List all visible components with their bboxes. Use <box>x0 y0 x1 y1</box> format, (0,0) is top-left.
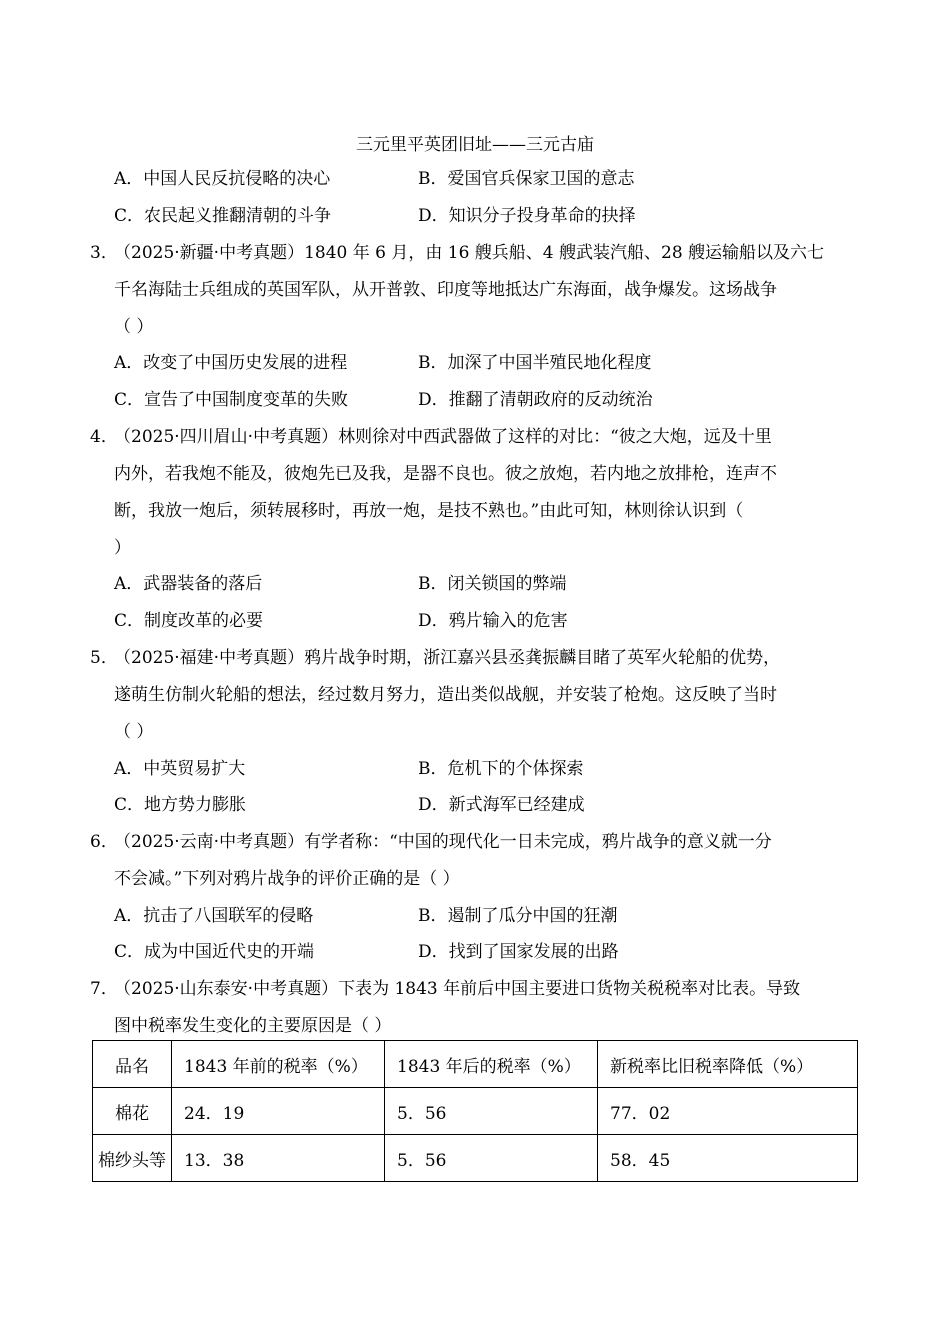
table-header: 品名 <box>93 1041 172 1088</box>
table-header: 1843 年前的税率（%） <box>172 1041 385 1088</box>
q2-option-d[interactable]: D．知识分子投身革命的抉择 <box>418 206 636 226</box>
question-text-line: （2025·云南·中考真题）有学者称：“中国的现代化一日未完成，鸦片战争的意义就一分 <box>114 832 772 852</box>
table-cell: 77．02 <box>598 1088 858 1135</box>
q6-option-b[interactable]: B．遏制了瓜分中国的狂潮 <box>418 906 618 926</box>
q4-option-c[interactable]: C．制度改革的必要 <box>114 611 264 631</box>
answer-blank: （ ） <box>114 722 154 742</box>
q3-option-b[interactable]: B．加深了中国半殖民地化程度 <box>418 353 652 373</box>
question-text-line: （2025·山东泰安·中考真题）下表为 1843 年前后中国主要进口货物关税税率对比表。导致 <box>114 979 801 999</box>
q2-option-b[interactable]: B．爱国官兵保家卫国的意志 <box>418 169 635 189</box>
table-cell: 5．56 <box>385 1088 598 1135</box>
q6-option-a[interactable]: A．抗击了八国联军的侵略 <box>114 906 314 926</box>
q2-option-a[interactable]: A．中国人民反抗侵略的决心 <box>114 169 331 189</box>
question-text-line: （2025·四川眉山·中考真题）林则徐对中西武器做了这样的对比：“彼之大炮，远及十里 <box>114 427 772 447</box>
q5-option-d[interactable]: D．新式海军已经建成 <box>418 795 585 815</box>
q5-option-b[interactable]: B．危机下的个体探索 <box>418 759 584 779</box>
q3-option-d[interactable]: D．推翻了清朝政府的反动统治 <box>418 390 653 410</box>
table-header: 1843 年后的税率（%） <box>385 1041 598 1088</box>
q3-option-a[interactable]: A．改变了中国历史发展的进程 <box>114 353 348 373</box>
table-cell: 5．56 <box>385 1135 598 1182</box>
question-text-line: （2025·新疆·中考真题）1840 年 6 月，由 16 艘兵船、4 艘武装汽船、28 艘运输船以及六七 <box>114 243 825 263</box>
question-text-line: 遂萌生仿制火轮船的想法，经过数月努力，造出类似战舰，并安装了枪炮。这反映了当时 <box>114 685 777 705</box>
question-number: 3． <box>90 243 118 263</box>
tariff-table <box>92 1040 858 1182</box>
table-cell: 58．45 <box>598 1135 858 1182</box>
q5-option-a[interactable]: A．中英贸易扩大 <box>114 759 246 779</box>
q3-option-c[interactable]: C．宣告了中国制度变革的失败 <box>114 390 349 410</box>
q5-option-c[interactable]: C．地方势力膨胀 <box>114 795 247 815</box>
question-text-line: 内外，若我炮不能及，彼炮先已及我，是器不良也。彼之放炮，若内地之放排枪，连声不 <box>114 464 777 484</box>
question-text-line: 不会减。”下列对鸦片战争的评价正确的是（ ） <box>114 869 460 889</box>
table-row <box>93 1135 858 1182</box>
question-number: 6． <box>90 832 118 852</box>
table-cell: 13．38 <box>172 1135 385 1182</box>
table-row <box>93 1088 858 1135</box>
question-text-line: 图中税率发生变化的主要原因是（ ） <box>114 1016 392 1036</box>
table-cell: 棉花 <box>93 1088 172 1135</box>
table-cell: 24．19 <box>172 1088 385 1135</box>
q4-option-b[interactable]: B．闭关锁国的弊端 <box>418 574 567 594</box>
question-number: 5． <box>90 648 118 668</box>
question-text-line: 千名海陆士兵组成的英国军队，从开普敦、印度等地抵达广东海面，战争爆发。这场战争 <box>114 280 777 300</box>
table-cell: 棉纱头等 <box>93 1135 172 1182</box>
question-text-line: 断，我放一炮后，须转展移时，再放一炮，是技不熟也。”由此可知，林则徐认识到（ <box>114 501 744 521</box>
answer-blank: ） <box>114 538 131 558</box>
table-header-row <box>93 1041 858 1088</box>
q4-option-d[interactable]: D．鸦片输入的危害 <box>418 611 568 631</box>
q2-option-c[interactable]: C．农民起义推翻清朝的斗争 <box>114 206 332 226</box>
question-number: 4． <box>90 427 118 447</box>
figure-caption: 三元里平英团旧址——三元古庙 <box>356 135 594 155</box>
q6-option-c[interactable]: C．成为中国近代史的开端 <box>114 942 315 962</box>
table-header: 新税率比旧税率降低（%） <box>598 1041 858 1088</box>
question-text-line: （2025·福建·中考真题）鸦片战争时期，浙江嘉兴县丞龚振麟目睹了英军火轮船的优势， <box>114 648 781 668</box>
answer-blank: （ ） <box>114 317 154 337</box>
q4-option-a[interactable]: A．武器装备的落后 <box>114 574 263 594</box>
question-number: 7． <box>90 979 118 999</box>
q6-option-d[interactable]: D．找到了国家发展的出路 <box>418 942 619 962</box>
